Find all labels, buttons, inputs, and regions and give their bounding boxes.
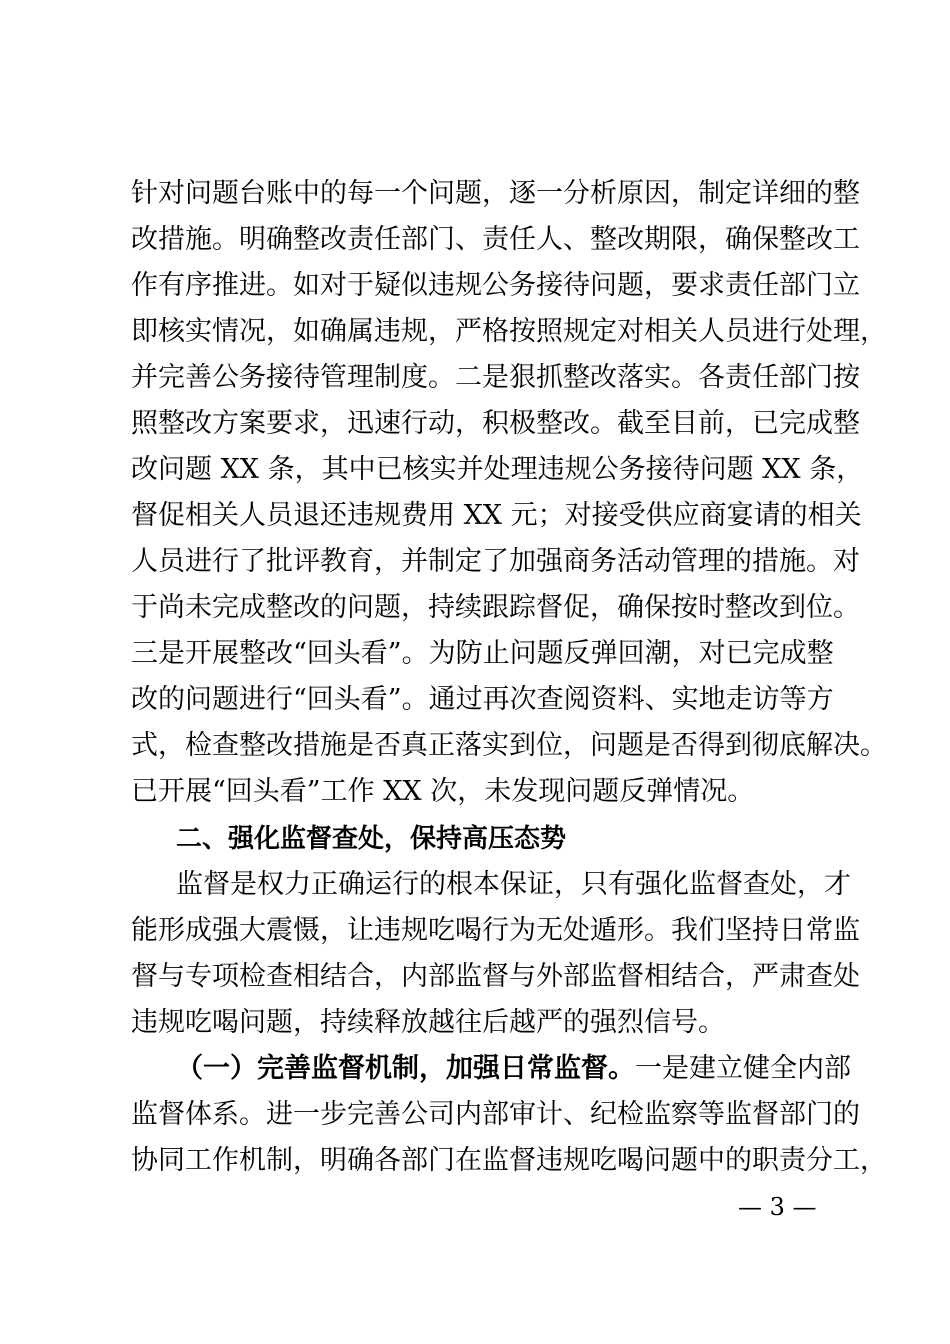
body-text-line: 人员进行了批评教育，并制定了加强商务活动管理的措施。对 (131, 546, 860, 577)
body-text-line: 于尚未完成整改的问题，持续跟踪督促，确保按时整改到位。 (131, 592, 860, 623)
section-heading: 二、强化监督查处，保持高压态势 (176, 824, 567, 854)
body-text-line: 作有序推进。如对于疑似违规公务接待问题，要求责任部门立 (131, 270, 860, 301)
subsection-heading: （一）完善监督机制，加强日常监督。 (176, 1053, 635, 1084)
body-text-line: 已开展“回头看”工作 XX 次，未发现问题反弹情况。 (131, 776, 755, 807)
body-text-line: 照整改方案要求，迅速行动，积极整改。截至目前，已完成整 (131, 408, 860, 439)
body-text-line: 监督是权力正确运行的根本保证，只有强化监督查处，才 (176, 869, 851, 900)
body-text-line: 并完善公务接待管理制度。二是狠抓整改落实。各责任部门按 (131, 362, 860, 393)
body-text-line: 即核实情况，如确属违规，严格按照规定对相关人员进行处理， (131, 316, 887, 347)
body-text-line: 针对问题台账中的每一个问题，逐一分析原因，制定详细的整 (131, 178, 860, 209)
body-text-line: 改问题 XX 条，其中已核实并处理违规公务接待问题 XX 条， (131, 454, 864, 485)
page-number: — 3 — (738, 1193, 817, 1221)
body-text-line: 改的问题进行“回头看”。通过再次查阅资料、实地走访等方 (131, 684, 834, 715)
body-text-line: 监督体系。进一步完善公司内部审计、纪检监察等监督部门的 (131, 1099, 860, 1130)
body-text-run: 一是建立健全内部 (635, 1053, 851, 1084)
body-text-line: 督与专项检查相结合，内部监督与外部监督相结合，严肃查处 (131, 961, 860, 992)
body-text-line: 三是开展整改“回头看”。为防止问题反弹回潮，对已完成整 (131, 638, 834, 669)
body-text-line: 能形成强大震慑，让违规吃喝行为无处遁形。我们坚持日常监 (131, 915, 860, 946)
subsection-first-line (176, 1049, 851, 1089)
body-text-line: 改措施。明确整改责任部门、责任人、整改期限，确保整改工 (131, 224, 860, 255)
body-text-line: 协同工作机制，明确各部门在监督违规吃喝问题中的职责分工， (131, 1145, 887, 1176)
body-text-line: 违规吃喝问题，持续释放越往后越严的强烈信号。 (131, 1007, 725, 1038)
body-text-line: 督促相关人员退还违规费用 XX 元；对接受供应商宴请的相关 (131, 500, 862, 531)
body-text-line: 式，检查整改措施是否真正落实到位，问题是否得到彻底解决。 (131, 730, 887, 761)
